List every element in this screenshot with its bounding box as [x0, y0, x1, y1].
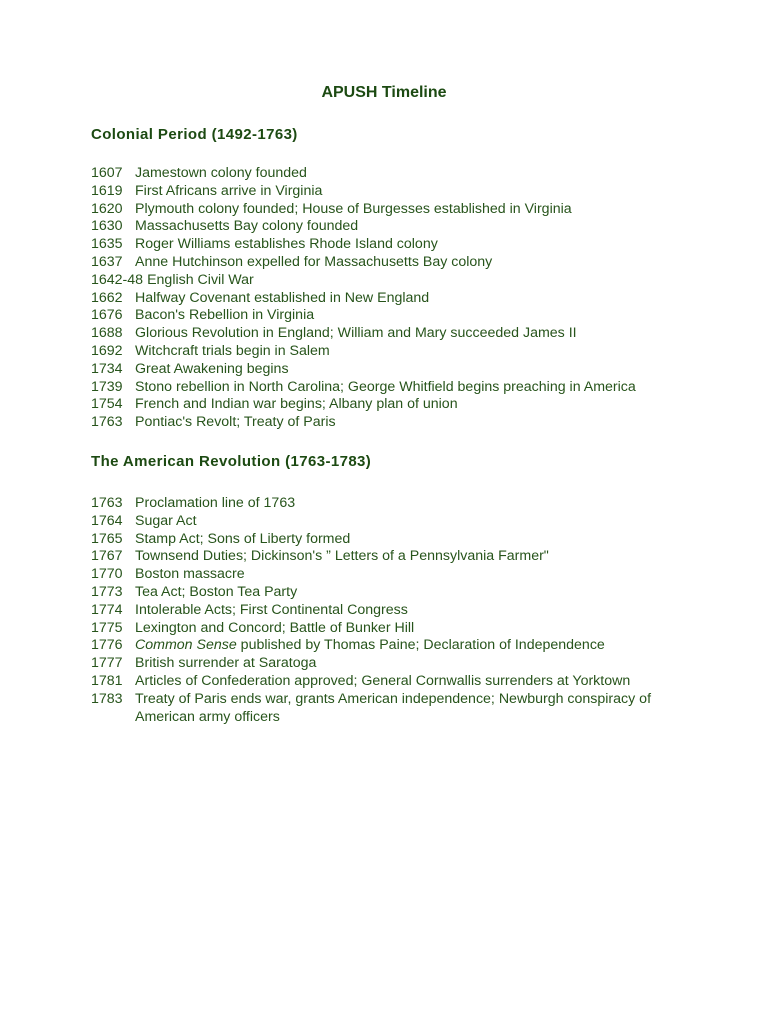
timeline-entry	[91, 290, 731, 308]
entry-event: Articles of Confederation approved; General Cornwallis surrenders at Yorktown	[135, 672, 631, 689]
timeline-entry	[91, 637, 731, 655]
entry-year: 1676	[91, 307, 123, 324]
entry-year: 1662	[91, 289, 123, 306]
timeline-entry	[91, 673, 731, 691]
timeline-entry	[91, 343, 731, 361]
entry-event: Anne Hutchinson expelled for Massachusetts Bay colony	[135, 253, 493, 270]
timeline-entry	[91, 414, 731, 432]
entry-year: 1783	[91, 690, 123, 707]
timeline-entry	[91, 548, 731, 566]
entry-year: 1635	[91, 236, 123, 253]
timeline-entry	[91, 602, 731, 620]
entry-event: Plymouth colony founded; House of Burgesses established in Virginia	[135, 200, 572, 217]
entry-year: 1773	[91, 583, 123, 600]
entry-year: 1777	[91, 655, 123, 672]
entry-year: 1781	[91, 672, 123, 689]
entry-event: Stono rebellion in North Carolina; George Whitfield begins preaching in America	[135, 378, 636, 395]
entry-event: Proclamation line of 1763	[135, 495, 296, 511]
timeline-entry	[91, 513, 731, 531]
entry-year: 1767	[91, 548, 123, 565]
entry-event: Witchcraft trials begin in Salem	[135, 342, 330, 359]
entry-event: Intolerable Acts; First Continental Congress	[135, 601, 408, 618]
entry-year: 1739	[91, 378, 123, 395]
timeline-entry	[91, 325, 731, 343]
entry-year: 1630	[91, 218, 123, 235]
entry-year: 1637	[91, 253, 123, 270]
timeline-entry	[91, 495, 731, 513]
entry-year: 1642-48	[91, 271, 144, 288]
timeline-entry	[91, 379, 731, 397]
timeline-entry	[91, 396, 731, 414]
timeline-entry	[91, 165, 731, 183]
entry-event: Townsend Duties; Dickinson's ” Letters of a Pennsylvania Farmer"	[135, 548, 549, 565]
entry-year: 1776	[91, 637, 123, 654]
document-title: APUSH Timeline	[321, 84, 447, 101]
entry-event	[135, 637, 605, 653]
timeline-entry	[91, 201, 731, 219]
entry-event: Roger Williams establishes Rhode Island colony	[135, 236, 438, 253]
entry-year: 1764	[91, 512, 123, 529]
timeline-entry	[91, 620, 731, 638]
entry-year: 1620	[91, 200, 123, 217]
entry-event-rest: published by Thomas Paine; Declaration of Independence	[236, 637, 605, 654]
timeline-list-american-revolution	[91, 495, 731, 726]
entry-year: 1688	[91, 325, 123, 342]
entry-event: Stamp Act; Sons of Liberty formed	[135, 530, 351, 547]
entry-event: French and Indian war begins; Albany plan of union	[135, 396, 458, 413]
timeline-entry	[91, 691, 731, 727]
entry-event: Lexington and Concord; Battle of Bunker Hill	[135, 619, 415, 636]
timeline-list-colonial-period	[91, 165, 731, 432]
timeline-entry	[91, 307, 731, 325]
entry-event: Great Awakening begins	[135, 360, 289, 377]
entry-year: 1770	[91, 566, 123, 583]
entry-year: 1734	[91, 360, 123, 377]
entry-event: Boston massacre	[135, 566, 245, 583]
entry-event: English Civil War	[147, 271, 254, 288]
entry-event: First Africans arrive in Virginia	[135, 182, 323, 199]
entry-year: 1754	[91, 396, 123, 413]
entry-event: Massachusetts Bay colony founded	[135, 218, 359, 235]
entry-event-book-title: Common Sense	[135, 637, 237, 654]
timeline-entry	[91, 584, 731, 602]
entry-event: Bacon's Rebellion in Virginia	[135, 307, 315, 324]
timeline-entry	[91, 531, 731, 549]
entry-year: 1607	[91, 165, 123, 181]
section-heading-american-revolution: The American Revolution (1763-1783)	[91, 453, 372, 470]
entry-year: 1774	[91, 601, 123, 618]
entry-year: 1692	[91, 342, 123, 359]
entry-event: Tea Act; Boston Tea Party	[135, 583, 298, 600]
timeline-entry	[91, 361, 731, 379]
timeline-entry	[91, 218, 731, 236]
entry-event: British surrender at Saratoga	[135, 655, 317, 672]
entry-event: Treaty of Paris ends war, grants American independence; Newburgh conspiracy of American army officers	[135, 690, 652, 725]
entry-year: 1763	[91, 414, 123, 431]
timeline-entry	[91, 236, 731, 254]
timeline-entry	[91, 272, 731, 290]
timeline-entry	[91, 254, 731, 272]
timeline-entry	[91, 655, 731, 673]
entry-event: Pontiac's Revolt; Treaty of Paris	[135, 414, 336, 431]
entry-event: Glorious Revolution in England; William and Mary succeeded James II	[135, 325, 577, 342]
entry-year: 1619	[91, 182, 123, 199]
timeline-entry	[91, 566, 731, 584]
entry-event: Halfway Covenant established in New England	[135, 289, 430, 306]
entry-event: Jamestown colony founded	[135, 165, 307, 181]
entry-year: 1765	[91, 530, 123, 547]
entry-event: Sugar Act	[135, 512, 197, 529]
timeline-entry	[91, 183, 731, 201]
section-heading-colonial-period: Colonial Period (1492-1763)	[91, 126, 298, 143]
entry-year: 1775	[91, 619, 123, 636]
entry-year: 1763	[91, 495, 123, 511]
